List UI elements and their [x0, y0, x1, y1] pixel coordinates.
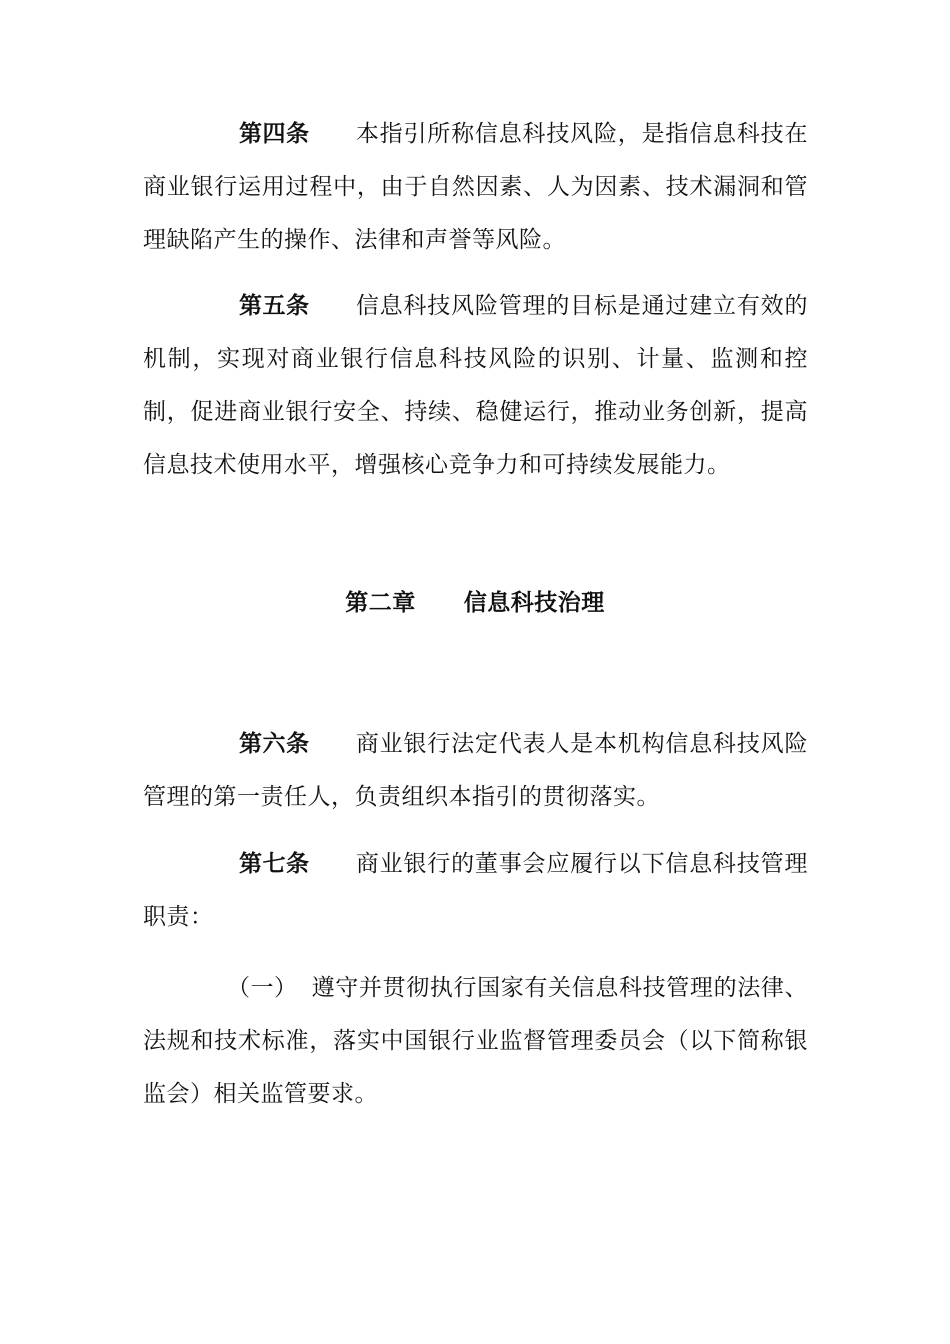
article-6	[143, 718, 808, 824]
article-text: 本指引所称信息科技风险，是指信息科技在商业银行运用过程中，由于自然因素、人为因素、技术漏洞和管理缺陷产生的操作、法律和声誉等风险。	[143, 121, 808, 253]
article-5	[143, 280, 808, 492]
article-7	[143, 838, 808, 944]
item-text: 遵守并贯彻执行国家有关信息科技管理的法律、法规和技术标准，落实中国银行业监督管理委员会（以下简称银监会）相关监管要求。	[143, 975, 808, 1107]
article-label: 第六条	[239, 731, 310, 757]
article-label: 第七条	[239, 851, 310, 877]
chapter-heading	[0, 578, 950, 628]
article-label: 第四条	[239, 121, 310, 147]
chapter-title: 信息科技治理	[463, 590, 605, 616]
article-4	[143, 108, 808, 267]
article-text: 商业银行的董事会应履行以下信息科技管理职责：	[143, 851, 808, 930]
article-label: 第五条	[239, 293, 310, 319]
chapter-number: 第二章	[345, 590, 416, 616]
item-label: （一）	[227, 975, 298, 1001]
article-text: 商业银行法定代表人是本机构信息科技风险管理的第一责任人，负责组织本指引的贯彻落实。	[143, 731, 808, 810]
article-text: 信息科技风险管理的目标是通过建立有效的机制，实现对商业银行信息科技风险的识别、计量、监测和控制，促进商业银行安全、持续、稳健运行，推动业务创新，提高信息技术使用水平，增强核心竞争力和可持续发展能力。	[143, 293, 808, 478]
item-1	[143, 962, 808, 1121]
